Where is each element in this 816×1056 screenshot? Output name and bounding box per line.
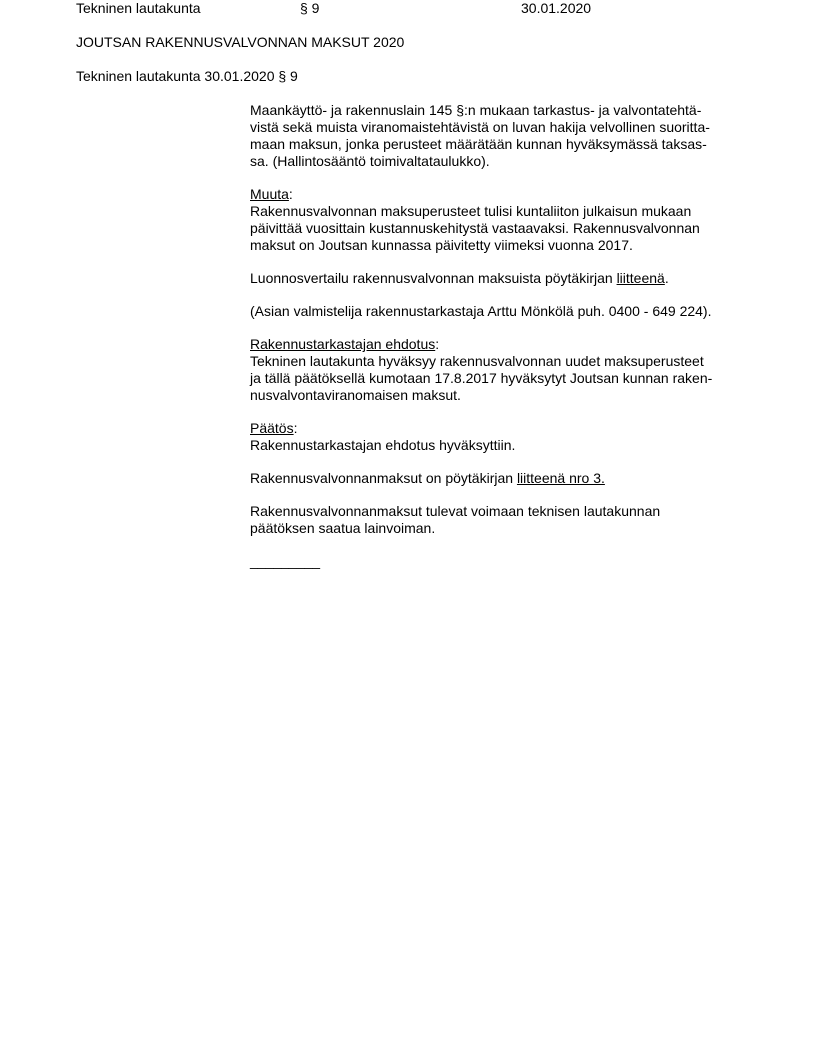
draft-paragraph: Luonnosvertailu rakennusvalvonnan maksuista pöytäkirjan liitteenä. (250, 270, 669, 286)
fees-paragraph: Rakennusvalvonnanmaksut on pöytäkirjan liitteenä nro 3. (250, 470, 605, 486)
header-committee: Tekninen lautakunta (76, 0, 201, 16)
attachment-link[interactable]: liitteenä (616, 270, 665, 286)
proposal-heading: Rakennustarkastajan ehdotus (250, 336, 436, 352)
decision-heading: Päätös (250, 420, 294, 436)
intro-paragraph: Maankäyttö- ja rakennuslain 145 §:n mukaan tarkastus- ja valvontatehtä- vistä sekä muista viranomaistehtävistä on luvan hakija velvollinen suoritta- maan maksun, jonka perusteet määrätään kunnan hyväksymässä taksas- sa. (Hallintosääntö toimivaltataulukko). (250, 102, 710, 169)
muuta-section: Muuta: Rakennusvalvonnan maksuperusteet tulisi kuntaliiton julkaisun mukaan päivittää vuosittain kustannuskehitystä vastaavaksi. Rakennusvalvonnan maksut on Joutsan kunnassa päivitetty viimeksi vuonna 2017. (250, 186, 700, 253)
muuta-heading: Muuta (250, 186, 289, 202)
document-title: JOUTSAN RAKENNUSVALVONNAN MAKSUT 2020 (76, 34, 405, 50)
decision-section: Päätös: Rakennustarkastajan ehdotus hyväksyttiin. (250, 420, 516, 453)
attachment-3-link[interactable]: liitteenä nro 3. (516, 470, 605, 486)
header-section: § 9 (300, 0, 320, 16)
document-body (250, 102, 750, 570)
preparer-paragraph: (Asian valmistelija rakennustarkastaja Arttu Mönkölä puh. 0400 - 649 224). (250, 303, 712, 319)
proposal-section: Rakennustarkastajan ehdotus: Tekninen lautakunta hyväksyy rakennusvalvonnan uudet maksuperusteet ja tällä päätöksellä kumotaan 17.8.2017 hyväksytyt Joutsan kunnan raken- nusvalvontaviranomaisen maksut. (250, 336, 713, 403)
meeting-reference: Tekninen lautakunta 30.01.2020 § 9 (76, 68, 298, 84)
end-rule: _________ (250, 553, 321, 569)
header-date: 30.01.2020 (521, 0, 592, 16)
effect-paragraph: Rakennusvalvonnanmaksut tulevat voimaan teknisen lautakunnan päätöksen saatua lainvoiman. (250, 503, 661, 536)
